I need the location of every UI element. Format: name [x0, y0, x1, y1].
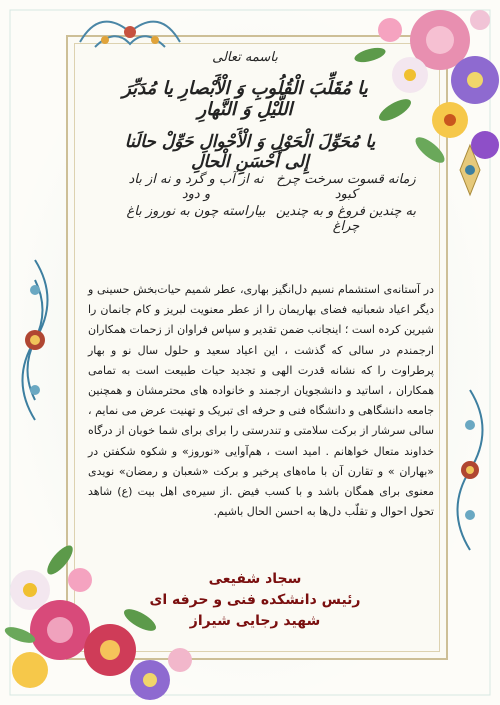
prayer-line-1: یا مُقَلِّبَ الْقُلُوبِ وَ الْأَبْصارِ یا مُدَبِّرَ اللَّیْلِ وَ النَّهارِ [122, 78, 368, 120]
ornament-right [440, 380, 500, 560]
ornament-top-left [70, 2, 190, 62]
bismillah-heading: باسمه تعالی [212, 50, 278, 65]
signature-title: رئیس دانشکده فنی و حرفه ای [149, 592, 361, 608]
message-body: در آستانه‌ی استشمام نسیم دل‌انگیز بهاری، عطر شمیم حیات‌بخش حسینی و دیگر اعیاد شعبانیه فضای بهاریمان را از عطر معنویت لبریز و کام جانمان را شیرین کرده است ؛ اینجانب ضمن تقدیر و سپاس فراوان از زحمات همکاران ارجمندم در سالی که گذشت ، این اعیاد سعید و حلول سال نو و بهار پرطراوت را که نشانه قدرت الهی و تجدید حیات طبیعت است به تمامی همکاران ، اساتید و دانشجویان ارجمند و خانواده های محترمشان و همچنین جامعه دانشگاهی و دانشگاه فنی و حرفه ای تبریک و تهنیت عرض می نمایم ، سالی سرشار از برکت سلامتی و تندرستی را برای برای شما خوبان از درگاه خداوند متعال خواهانم . امید است ، هم‌آوایی «نوروز» و شکوه شکفتن در «بهاران » و تقارن آن با ماه‌های پرخیر و برکت «شعبان و رمضان» نویدی معنوی برای همگان باشد و با کسب فیض .از سیره‌ی اهل بیت (ع) شاهد تحول احوال و تقلّب دل‌ها به احسن الحال باشیم. [88, 283, 434, 519]
prayer-line-2: یا مُحَوِّلَ الْحَوْلِ وَ الْأَحْوالِ حَوِّلْ حالَنا إِلی أَحْسَنِ الْحالِ [124, 132, 376, 172]
poem-verse-2-right: به چندین فروغ و به چندین چراغ [275, 204, 417, 234]
signature-name: سجاد شفیعی [208, 571, 302, 587]
signature-organization: شهید رجایی شیراز [189, 613, 321, 629]
poem-verse-2-left: بیاراسته چون به نوروز باغ [126, 204, 266, 219]
ornament-left [0, 250, 70, 430]
poem-verse-1-right: زمانه قسوت سرخت چرخ کبود [276, 172, 416, 202]
poem-verse-1-left: نه از آب و گرد و نه از باد و دود [128, 172, 264, 202]
